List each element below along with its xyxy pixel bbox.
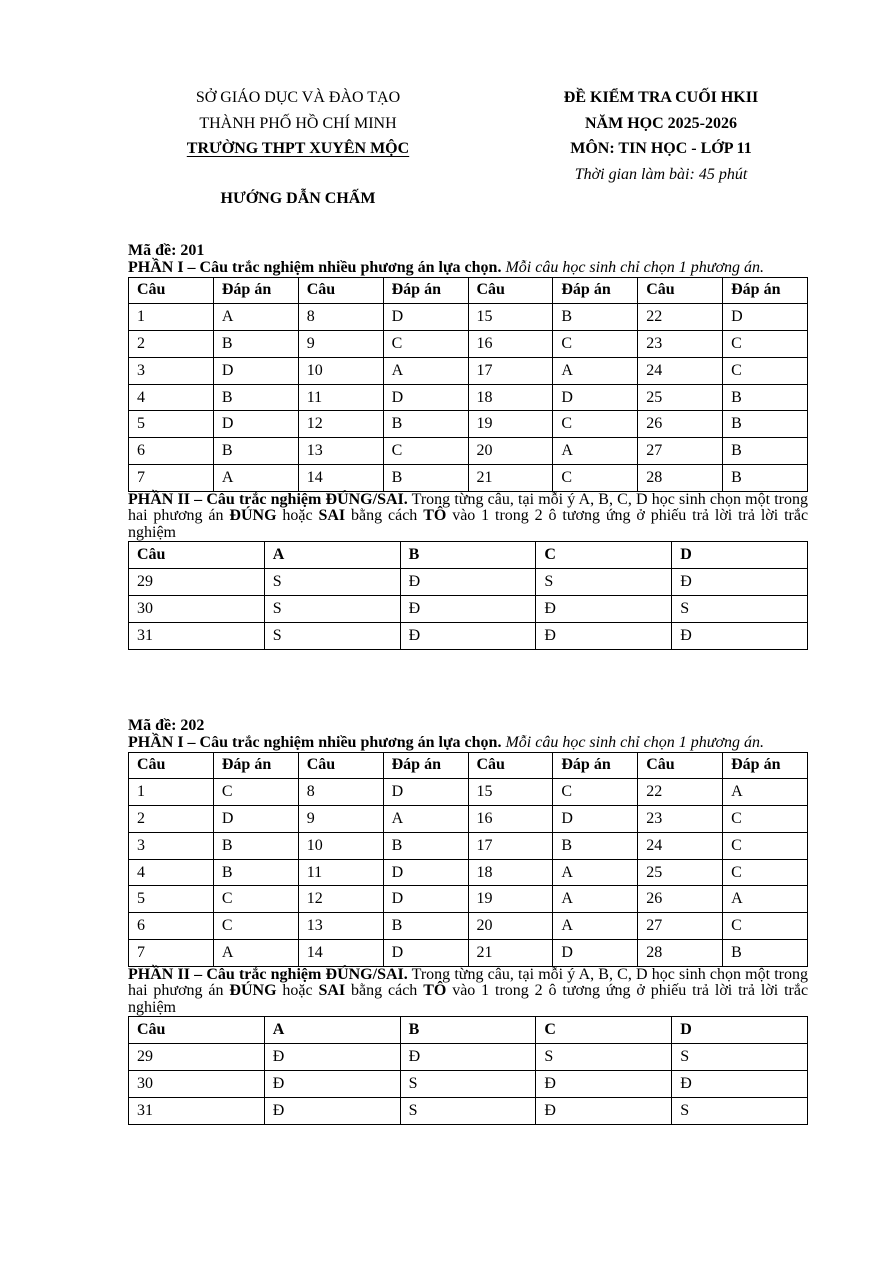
table-row xyxy=(129,357,808,384)
multiple-choice-table xyxy=(128,277,808,492)
table-cell: Đ xyxy=(536,1097,672,1124)
table-cell: 1 xyxy=(129,304,214,331)
table-cell: C xyxy=(213,886,298,913)
table-cell: 3 xyxy=(129,832,214,859)
exam-code: Mã đề: 201 xyxy=(128,242,205,259)
table-cell: B xyxy=(213,832,298,859)
table-row xyxy=(129,806,808,833)
column-header: D xyxy=(672,1017,808,1044)
school-year: NĂM HỌC 2025-2026 xyxy=(585,114,737,132)
table-cell: Đ xyxy=(536,595,672,622)
table-cell: D xyxy=(553,806,638,833)
table-cell: 3 xyxy=(129,357,214,384)
exam-code: Mã đề: 202 xyxy=(128,717,205,734)
column-header: Câu xyxy=(468,752,553,779)
table-cell: B xyxy=(213,859,298,886)
part2-heading: PHẦN II – Câu trắc nghiệm ĐÚNG/SAI. Trong từng câu, tại mỗi ý A, B, C, D học sinh chọn một trong hai phương án ĐÚNG hoặc SAI bằng cách TÔ vào 1 trong 2 ô tương ứng ở phiếu trả lời trả lời trắc nghiệm xyxy=(128,965,809,1016)
table-cell: D xyxy=(723,304,808,331)
table-row xyxy=(129,1097,808,1124)
table-cell: 24 xyxy=(638,832,723,859)
table-row xyxy=(129,384,808,411)
table-cell: 4 xyxy=(129,859,214,886)
table-cell: 7 xyxy=(129,465,214,492)
table-cell: C xyxy=(213,913,298,940)
table-row xyxy=(129,779,808,806)
table-cell: C xyxy=(553,411,638,438)
table-cell: S xyxy=(264,595,400,622)
table-cell: Đ xyxy=(400,595,536,622)
table-header-row xyxy=(129,752,808,779)
table-cell: C xyxy=(723,832,808,859)
table-row xyxy=(129,331,808,358)
table-cell: D xyxy=(383,384,468,411)
table-cell: C xyxy=(723,859,808,886)
table-cell: A xyxy=(383,357,468,384)
table-cell: D xyxy=(383,886,468,913)
column-header: Đáp án xyxy=(553,277,638,304)
table-cell: 7 xyxy=(129,940,214,967)
table-cell: B xyxy=(553,304,638,331)
table-cell: 30 xyxy=(129,595,265,622)
table-cell: C xyxy=(383,438,468,465)
table-row xyxy=(129,411,808,438)
table-row xyxy=(129,859,808,886)
table-cell: A xyxy=(553,859,638,886)
table-cell: 5 xyxy=(129,886,214,913)
column-header: B xyxy=(400,1017,536,1044)
table-cell: 2 xyxy=(129,331,214,358)
exam-title: ĐỀ KIỂM TRA CUỐI HKII xyxy=(563,89,759,106)
table-cell: 27 xyxy=(638,913,723,940)
table-cell: C xyxy=(723,357,808,384)
table-cell: 1 xyxy=(129,779,214,806)
part1-heading: PHẦN I – Câu trắc nghiệm nhiều phương án lựa chọn. Mỗi câu học sinh chỉ chọn 1 phương án. xyxy=(128,259,765,276)
table-cell: D xyxy=(383,940,468,967)
table-cell: 9 xyxy=(298,331,383,358)
table-cell: 16 xyxy=(468,331,553,358)
table-cell: Đ xyxy=(264,1070,400,1097)
table-cell: B xyxy=(723,384,808,411)
table-cell: 19 xyxy=(468,886,553,913)
table-cell: C xyxy=(723,331,808,358)
table-cell: 8 xyxy=(298,304,383,331)
table-cell: 22 xyxy=(638,779,723,806)
table-cell: 12 xyxy=(298,411,383,438)
table-row xyxy=(129,886,808,913)
table-cell: 17 xyxy=(468,832,553,859)
table-cell: C xyxy=(723,806,808,833)
table-header-row xyxy=(129,277,808,304)
table-cell: 27 xyxy=(638,438,723,465)
table-cell: 17 xyxy=(468,357,553,384)
table-cell: 25 xyxy=(638,859,723,886)
column-header: A xyxy=(264,1017,400,1044)
table-cell: A xyxy=(383,806,468,833)
part2-heading: PHẦN II – Câu trắc nghiệm ĐÚNG/SAI. Trong từng câu, tại mỗi ý A, B, C, D học sinh chọn một trong hai phương án ĐÚNG hoặc SAI bằng cách TÔ vào 1 trong 2 ô tương ứng ở phiếu trả lời trả lời trắc nghiệm xyxy=(128,490,809,541)
column-header: Đáp án xyxy=(723,277,808,304)
table-cell: C xyxy=(383,331,468,358)
true-false-table xyxy=(128,541,808,649)
table-cell: 21 xyxy=(468,465,553,492)
table-cell: B xyxy=(213,331,298,358)
table-cell: D xyxy=(553,384,638,411)
column-header: Câu xyxy=(129,542,265,569)
table-row xyxy=(129,913,808,940)
table-cell: A xyxy=(213,465,298,492)
table-cell: B xyxy=(723,438,808,465)
table-cell: 15 xyxy=(468,304,553,331)
multiple-choice-table xyxy=(128,752,808,967)
table-cell: D xyxy=(213,357,298,384)
table-cell: A xyxy=(553,438,638,465)
column-header: A xyxy=(264,542,400,569)
table-cell: 18 xyxy=(468,384,553,411)
table-cell: 11 xyxy=(298,384,383,411)
table-cell: 29 xyxy=(129,569,265,596)
column-header: Câu xyxy=(638,277,723,304)
table-cell: 22 xyxy=(638,304,723,331)
table-row xyxy=(129,940,808,967)
part1-heading: PHẦN I – Câu trắc nghiệm nhiều phương án lựa chọn. Mỗi câu học sinh chỉ chọn 1 phương án. xyxy=(128,734,765,751)
table-cell: A xyxy=(553,357,638,384)
column-header: Câu xyxy=(298,277,383,304)
column-header: Câu xyxy=(129,277,214,304)
table-cell: Đ xyxy=(400,622,536,649)
table-row xyxy=(129,1070,808,1097)
table-cell: S xyxy=(264,622,400,649)
column-header: Đáp án xyxy=(553,752,638,779)
column-header: Câu xyxy=(129,1017,265,1044)
table-cell: B xyxy=(553,832,638,859)
table-cell: 20 xyxy=(468,438,553,465)
table-cell: Đ xyxy=(536,622,672,649)
table-cell: 9 xyxy=(298,806,383,833)
table-cell: 23 xyxy=(638,331,723,358)
table-cell: Đ xyxy=(400,1044,536,1071)
table-cell: A xyxy=(553,886,638,913)
table-cell: D xyxy=(383,779,468,806)
table-cell: 31 xyxy=(129,622,265,649)
table-row xyxy=(129,465,808,492)
table-cell: C xyxy=(723,913,808,940)
table-cell: 10 xyxy=(298,357,383,384)
table-cell: A xyxy=(213,304,298,331)
table-row xyxy=(129,595,808,622)
table-cell: 4 xyxy=(129,384,214,411)
table-cell: 19 xyxy=(468,411,553,438)
table-cell: 21 xyxy=(468,940,553,967)
table-cell: 5 xyxy=(129,411,214,438)
table-cell: 8 xyxy=(298,779,383,806)
column-header: Đáp án xyxy=(383,752,468,779)
table-cell: 24 xyxy=(638,357,723,384)
table-cell: 12 xyxy=(298,886,383,913)
table-cell: 13 xyxy=(298,438,383,465)
column-header: Câu xyxy=(298,752,383,779)
table-cell: S xyxy=(536,569,672,596)
table-cell: 14 xyxy=(298,465,383,492)
table-cell: B xyxy=(383,832,468,859)
table-cell: Đ xyxy=(400,569,536,596)
table-cell: Đ xyxy=(672,569,808,596)
table-cell: S xyxy=(672,1044,808,1071)
exam-code-section xyxy=(128,717,808,1125)
table-cell: 26 xyxy=(638,411,723,438)
exam-code-section xyxy=(128,242,808,650)
table-cell: B xyxy=(383,411,468,438)
column-header: Đáp án xyxy=(213,277,298,304)
column-header: Đáp án xyxy=(383,277,468,304)
department-name: SỞ GIÁO DỤC VÀ ĐÀO TẠO xyxy=(195,89,401,106)
table-cell: S xyxy=(264,569,400,596)
table-cell: S xyxy=(400,1070,536,1097)
table-cell: A xyxy=(723,886,808,913)
table-cell: B xyxy=(213,384,298,411)
true-false-table xyxy=(128,1016,808,1124)
school-name: TRƯỜNG THPT XUYÊN MỘC xyxy=(186,140,410,157)
table-cell: A xyxy=(213,940,298,967)
table-cell: Đ xyxy=(672,1070,808,1097)
table-cell: C xyxy=(213,779,298,806)
table-cell: D xyxy=(383,304,468,331)
table-cell: B xyxy=(383,913,468,940)
table-cell: C xyxy=(553,779,638,806)
table-cell: 2 xyxy=(129,806,214,833)
table-cell: B xyxy=(723,465,808,492)
table-cell: S xyxy=(672,595,808,622)
table-cell: C xyxy=(553,331,638,358)
table-cell: 15 xyxy=(468,779,553,806)
table-cell: Đ xyxy=(672,622,808,649)
table-cell: 29 xyxy=(129,1044,265,1071)
column-header: D xyxy=(672,542,808,569)
column-header: B xyxy=(400,542,536,569)
table-cell: 30 xyxy=(129,1070,265,1097)
table-cell: 18 xyxy=(468,859,553,886)
table-cell: 28 xyxy=(638,940,723,967)
table-row xyxy=(129,622,808,649)
table-cell: 16 xyxy=(468,806,553,833)
table-cell: 14 xyxy=(298,940,383,967)
table-row xyxy=(129,569,808,596)
column-header: Đáp án xyxy=(723,752,808,779)
table-cell: D xyxy=(213,411,298,438)
school-header xyxy=(130,85,466,162)
table-cell: C xyxy=(553,465,638,492)
table-cell: D xyxy=(213,806,298,833)
city-name: THÀNH PHỐ HỒ CHÍ MINH xyxy=(199,114,397,132)
guide-title: HƯỚNG DẪN CHẤM xyxy=(220,190,376,207)
table-cell: B xyxy=(723,411,808,438)
table-cell: A xyxy=(723,779,808,806)
table-cell: 10 xyxy=(298,832,383,859)
table-cell: Đ xyxy=(264,1097,400,1124)
exam-header xyxy=(520,85,802,187)
table-cell: 25 xyxy=(638,384,723,411)
table-cell: 23 xyxy=(638,806,723,833)
table-cell: 6 xyxy=(129,913,214,940)
subject: MÔN: TIN HỌC - LỚP 11 xyxy=(570,140,752,157)
table-cell: 28 xyxy=(638,465,723,492)
table-cell: Đ xyxy=(536,1070,672,1097)
table-cell: A xyxy=(553,913,638,940)
table-cell: B xyxy=(723,940,808,967)
column-header: C xyxy=(536,542,672,569)
table-cell: D xyxy=(383,859,468,886)
table-header-row xyxy=(129,1017,808,1044)
table-row xyxy=(129,832,808,859)
table-cell: 6 xyxy=(129,438,214,465)
table-cell: 11 xyxy=(298,859,383,886)
table-cell: D xyxy=(553,940,638,967)
table-row xyxy=(129,304,808,331)
table-cell: S xyxy=(536,1044,672,1071)
table-header-row xyxy=(129,542,808,569)
table-row xyxy=(129,1044,808,1071)
table-cell: B xyxy=(383,465,468,492)
table-cell: S xyxy=(400,1097,536,1124)
column-header: Câu xyxy=(129,752,214,779)
table-row xyxy=(129,438,808,465)
table-cell: 13 xyxy=(298,913,383,940)
column-header: C xyxy=(536,1017,672,1044)
column-header: Câu xyxy=(468,277,553,304)
time-allowed: Thời gian làm bài: 45 phút xyxy=(574,165,748,183)
table-cell: B xyxy=(213,438,298,465)
column-header: Câu xyxy=(638,752,723,779)
table-cell: S xyxy=(672,1097,808,1124)
table-cell: Đ xyxy=(264,1044,400,1071)
table-cell: 20 xyxy=(468,913,553,940)
table-cell: 26 xyxy=(638,886,723,913)
table-cell: 31 xyxy=(129,1097,265,1124)
column-header: Đáp án xyxy=(213,752,298,779)
